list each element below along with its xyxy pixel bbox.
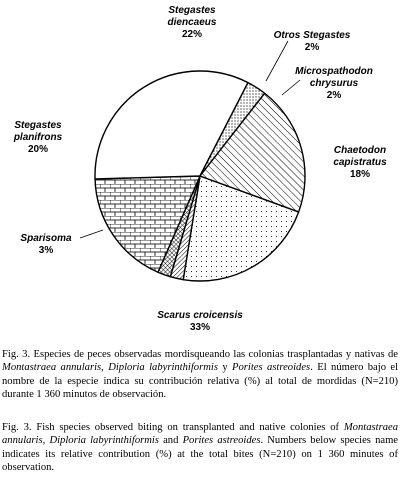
slice-label: planifrons	[13, 132, 63, 143]
slice-percent-label: 3%	[38, 245, 54, 256]
slice-percent-label: 20%	[27, 144, 49, 155]
slice-label: Microspathodon	[295, 66, 373, 77]
slice-label: Stegastes	[14, 120, 62, 131]
leader-line	[266, 41, 288, 81]
caption-en-sep-1: ,	[42, 435, 50, 447]
caption-en-sep-2: and	[158, 435, 183, 447]
caption-en-prefix: Fig. 3. Fish species observed biting on transplanted and native colonies of	[2, 422, 344, 433]
slice-percent-label: 2%	[304, 42, 320, 53]
caption-en-species-1: Montastraea annularis	[2, 422, 398, 447]
slice-label: diencaeus	[167, 17, 217, 28]
caption-en-species-2: Diploria labyrinthiformis	[49, 435, 159, 447]
caption-es-prefix: Fig. 3. Especies de peces observadas mordisqueando las colonias trasplantadas y nativas de	[2, 349, 398, 360]
caption-es-sep-2: y	[217, 362, 233, 374]
slice-percent-label: 18%	[349, 169, 371, 180]
slice-percent-label: 22%	[181, 29, 203, 40]
slice-label: chrysurus	[309, 78, 359, 89]
caption-es-species-3: Porites astreoides	[232, 362, 311, 374]
slice-label: Chaetodon	[333, 145, 387, 156]
slice-label: Stegastes	[168, 5, 216, 16]
slice-label: capistratus	[333, 157, 387, 168]
slice-percent-label: 33%	[189, 322, 211, 333]
slice-percent-label: 2%	[326, 90, 342, 101]
caption-es-species-2: Diploria labyrinthiformis	[108, 362, 218, 374]
caption-es-suffix: . El número bajo el nombre de la especie indica su contribución relativa (%) al total de mordidas (N=210) durante 1 360 minutos de observación.	[2, 362, 399, 401]
leader-line	[80, 230, 103, 238]
caption-es-species-1: Montastraea annularis	[2, 362, 102, 374]
caption-es-sep-1: ,	[101, 362, 109, 374]
slice-label: Scarus croicensis	[157, 310, 243, 321]
caption-english	[2, 421, 398, 475]
slice-label: Otros Stegastes	[273, 30, 351, 41]
slice-label: Sparisoma	[20, 233, 72, 244]
leader-line	[282, 80, 300, 95]
caption-en-species-3: Porites astreoides	[182, 435, 261, 447]
caption-spanish	[2, 348, 398, 402]
caption-en-suffix: . Numbers below species name indicates its relative contribution (%) at the total bites (N=210) on 1 360 minutes of observation.	[2, 435, 399, 474]
